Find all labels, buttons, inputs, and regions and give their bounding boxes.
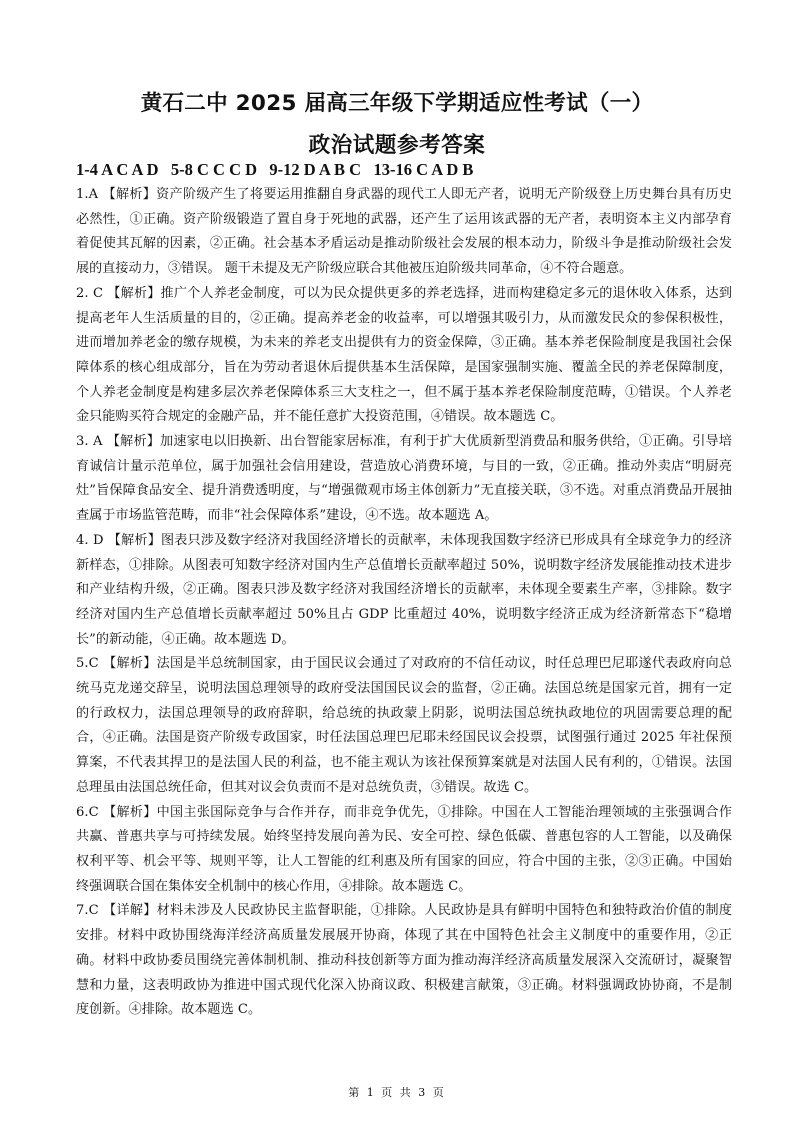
document-title: 黄石二中 2025 届高三年级下学期适应性考试（一） bbox=[140, 91, 654, 116]
explanation-q5: 5.C 【解析】法国是半总统制国家，由于国民议会通过了对政府的不信任动议，时任总理巴尼耶遂代表政府向总统马克龙递交辞呈，说明法国总理领导的政府受法国国民议会的监督，②正确。法国总统是国家元首，拥有一定的行政权力，法国总理领导的政府辞职，给总统的执政蒙上阴影，说明法国总统执政地位的巩固需要总理的配合，④正确。法国是资产阶级专政国家，时任法国总理巴尼耶未经国民议会投票，试图强行通过 2025 年社保预算案，不代表其捍卫的是法国人民的利益，也不能主观认为该社保预算案就是对法国人民有利的，①错误。法国总理虽由法国总统任命，但其对议会负责而不是对总统负责，③错误。故选 C。 bbox=[76, 656, 732, 795]
answer-key: 1-4 A C A D 5-8 C C C D 9-12 D A B C 13-16 C A D B bbox=[76, 160, 474, 179]
explanation-q6: 6.C 【解析】中国主张国际竞争与合作并存，而非竞争优先，①排除。中国在人工智能治理领域的主张强调合作共赢、普惠共享与可持续发展。始终坚持发展向善为民、安全可控、绿色低碳、普惠包容的人工智能，以及确保权利平等、机会平等、规则平等，让人工智能的红利惠及所有国家的回应，符合中国的主张，②③正确。中国始终强调联合国在集体安全机制中的核心作用，④排除。故本题选 C。 bbox=[76, 804, 732, 894]
explanation-q7: 7.C 【详解】材料未涉及人民政协民主监督职能，①排除。人民政协是具有鲜明中国特色和独特政治价值的制度安排。材料中政协围绕海洋经济高质量发展展开协商，体现了其在中国特色社会主义制度中的重要作用，②正确。材料中政协委员围绕完善体制机制、推动科技创新等方面为推动海洋经济高质量发展深入交流研讨，凝聚智慧和力量，这表明政协为推进中国式现代化深入协商议政、积极建言献策，③正确。材料强调政协协商，不是制度创新。④排除。故本题选 C。 bbox=[76, 903, 732, 1018]
explanation-q3: 3. A 【解析】加速家电以旧换新、出台智能家居标准，有利于扩大优质新型消费品和服务供给，①正确。引导培育诚信计量示范单位，属于加强社会信用建设，营造放心消费环境，与目的一致，②正确。推动外卖店“明厨亮灶”旨保障食品安全、提升消费透明度，与“增强微观市场主体创新力”无直接关联，③不选。对重点消费品开展抽查属于市场监管范畴，而非“社会保障体系”建设，④不选。故本题选 A。 bbox=[76, 434, 732, 524]
explanations bbox=[76, 183, 732, 1023]
explanation-q1: 1.A 【解析】资产阶级产生了将要运用推翻自身武器的现代工人即无产者，说明无产阶级登上历史舞台具有历史必然性，①正确。资产阶级锻造了置自身于死地的武器，还产生了运用该武器的无产者，表明资本主义内部孕育着促使其瓦解的因素，②正确。社会基本矛盾运动是推动阶级社会发展的根本动力，阶级斗争是推动阶级社会发展的直接动力，③错误。 题干未提及无产阶级应联合其他被压迫阶级共同革命，④不符合题意。 bbox=[76, 187, 732, 277]
explanation-q2: 2. C 【解析】推广个人养老金制度，可以为民众提供更多的养老选择，进而构建稳定多元的退休收入体系，达到提高老年人生活质量的目的，②正确。提高养老金的收益率，可以增强其吸引力，从而激发民众的参保积极性，进而增加养老金的缴存规模，为未来的养老支出提供有力的资金保障，③正确。基本养老保险制度是我国社会保障体系的核心组成部分，旨在为劳动者退休后提供基本生活保障，是国家强制实施、覆盖全民的养老保障制度，个人养老金制度是构建多层次养老保障体系三大支柱之一，但不属于基本养老保险制度范畴，①错误。个人养老金只能购买符合规定的金融产品，并不能任意扩大投资范围，④错误。故本题选 C。 bbox=[76, 285, 732, 425]
explanation-q4: 4. D 【解析】图表只涉及数字经济对我国经济增长的贡献率，未体现我国数字经济已形成具有全球竞争力的经济新样态，①排除。从图表可知数字经济对国内生产总值增长贡献率超过 50%，说明数字经济发展能推动技术进步和产业结构升级，②正确。图表只涉及数字经济对我国经济增长的贡献率，未体现全要素生产率，③排除。数字经济对国内生产总值增长贡献率超过 50%且占 GDP 比重超过 40%，说明数字经济正成为经济新常态下“稳增长”的新动能，④正确。故本题选 D。 bbox=[76, 532, 732, 647]
document-subtitle: 政治试题参考答案 bbox=[308, 133, 486, 158]
page-footer: 第 1 页 共 3 页 bbox=[348, 1086, 446, 1099]
